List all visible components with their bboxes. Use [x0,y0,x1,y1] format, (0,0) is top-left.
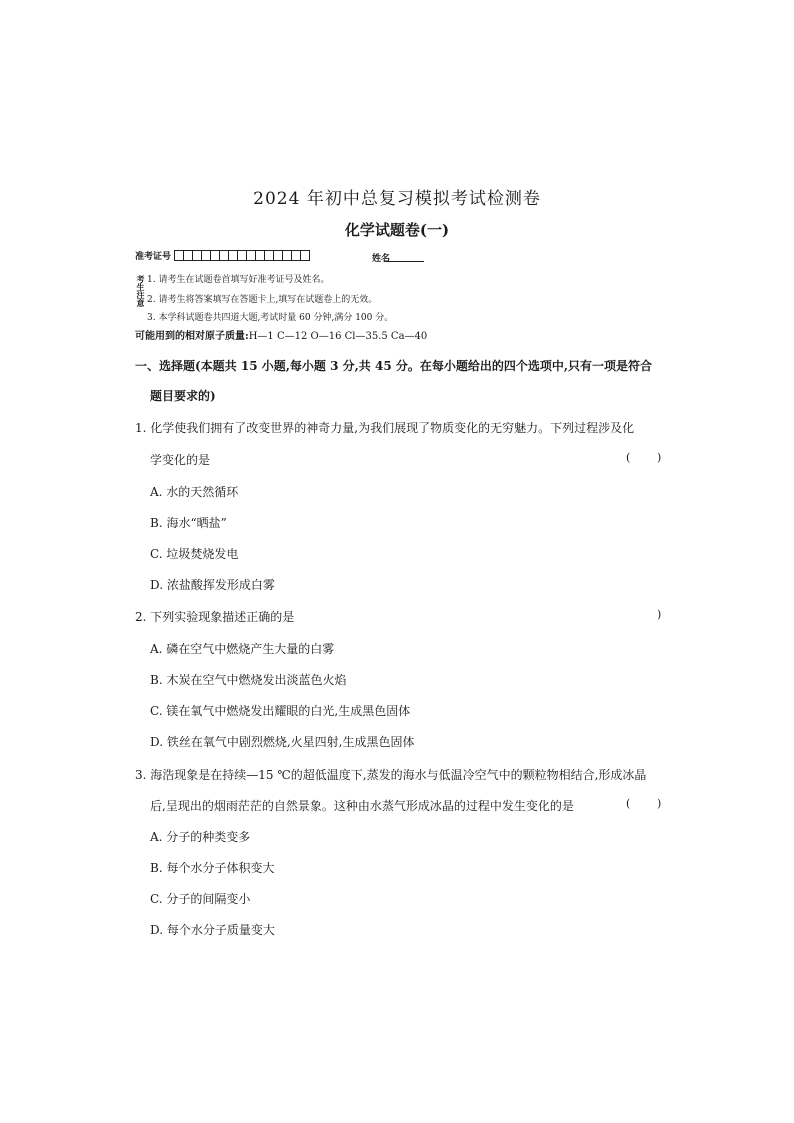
question-1-option-a: A. 水的天然循环 [150,485,239,499]
question-2-option-a: A. 磷在空气中燃烧产生大量的白雾 [150,642,335,656]
atomic-masses-label: 可能用到的相对原子质量: [135,331,249,342]
notice-2: 2. 请考生将答案填写在答题卡上,填写在试题卷上的无效。 [147,295,378,305]
question-2-option-c: C. 镁在氧气中燃烧发出耀眼的白光,生成黑色固体 [150,704,411,718]
question-3-line2: 后,呈现出的烟雨茫茫的自然景象。这种由水蒸气形成冰晶的过程中发生变化的是 [150,799,574,813]
exam-number-row [135,249,309,262]
name-label: 姓名 [372,254,391,264]
paper-subtitle: 化学试题卷(一) [344,221,450,239]
answer-paren-open: ( [626,797,631,810]
name-underline [384,261,424,262]
exam-title: 2024 年初中总复习模拟考试检测卷 [253,189,541,209]
question-3-option-b: B. 每个水分子体积变大 [150,861,275,875]
question-3-line1: 3. 海浩现象是在持续—15 ℃的超低温度下,蒸发的海水与低温冷空气中的颗粒物相结合,形成冰晶 [135,768,647,782]
answer-paren-close: ) [657,608,662,621]
question-3-option-a: A. 分子的种类变多 [150,830,251,844]
question-1-option-b: B. 海水“晒盐” [150,516,227,530]
question-2-line1: 2. 下列实验现象描述正确的是 [135,610,295,624]
notice-3: 3. 本学科试题卷共四道大题,考试时量 60 分钟,满分 100 分。 [147,313,394,323]
section-heading-line2: 题目要求的) [150,389,216,403]
question-2-option-b: B. 木炭在空气中燃烧发出淡蓝色火焰 [150,673,347,687]
atomic-masses-row [135,327,427,342]
question-1-option-d: D. 浓盐酸挥发形成白雾 [150,578,275,592]
question-1-option-c: C. 垃圾焚烧发电 [150,547,239,561]
question-1-line1: 1. 化学使我们拥有了改变世界的神奇力量,为我们展现了物质变化的无穷魅力。下列过程涉及化 [135,421,635,435]
atomic-masses-values: H—1 C—12 O—16 Cl—35.5 Ca—40 [248,331,428,342]
section-heading-line1: 一、选择题(本题共 15 小题,每小题 3 分,共 45 分。在每小题给出的四个选项中,只有一项是符合 [135,359,653,373]
exam-number-label: 准考证号 [135,252,172,262]
digit-box [300,250,310,261]
question-1-line2: 学变化的是 [150,453,211,467]
answer-paren-open: ( [626,451,631,464]
question-3-option-c: C. 分子的间隔变小 [150,892,251,906]
answer-paren-close: ) [657,797,662,810]
question-3-option-d: D. 每个水分子质量变大 [150,923,275,937]
question-2-option-d: D. 铁丝在氧气中剧烈燃烧,火星四射,生成黑色固体 [150,735,415,749]
notice-label: 考生注意 [136,275,146,307]
notice-1: 1. 请考生在试题卷首填写好准考证号及姓名。 [147,275,330,285]
exam-number-boxes [174,250,309,261]
answer-paren-close: ) [657,451,662,464]
